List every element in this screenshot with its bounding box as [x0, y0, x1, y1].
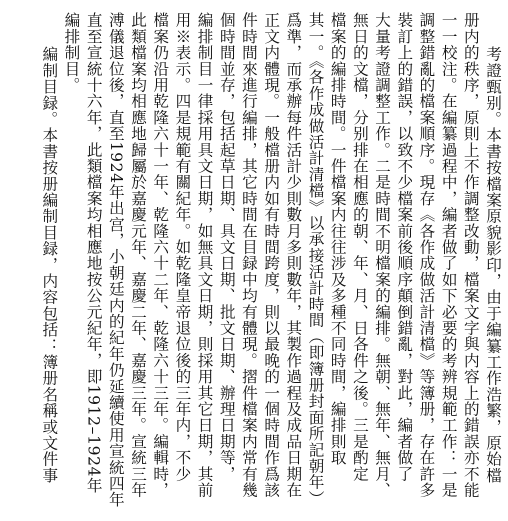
text-column-9: 其一。《各作成做活計清檔》以承接活計時間（即簿册封面所記朝年）	[306, 12, 325, 507]
text-column-10: 爲準，而承辦每件活計少則數月多則數年，其製作過程及成品日期在	[284, 12, 303, 498]
text-column-21: 編制目録。本書按册編制目録，内容包括：簿册名稱或文件事	[40, 46, 59, 484]
text-column-15: 用※表示。四是規範有關紀年。如乾隆皇帝退位後的三年内，不少	[173, 12, 192, 482]
text-column-3: 一一校注。在編纂過程中，編者做了如下必要的考辨規範工作：一是	[439, 12, 458, 498]
text-column-2: 册内的秩序，原則上不作調整改動，檔案文字與内容上的錯誤亦不能	[461, 12, 480, 498]
text-column-14: 編排制目一律採用具文日期，如無具文日期，則採用其它日期，其前	[195, 12, 214, 498]
text-column-6: 大量考證調整工作。二是時間不明檔案的編排。無朝、無年、無月、	[373, 12, 392, 498]
text-column-17: 此類檔案均相應地歸屬於嘉慶元年、嘉慶二年、嘉慶三年。宣統三年	[129, 12, 147, 498]
vertical-text-block	[39, 12, 502, 512]
text-column-20: 編排制目。	[62, 12, 81, 93]
text-column-5: 裝訂上的錯誤，以致不少檔案前後順序顛倒錯亂，對此，編者做了	[395, 12, 414, 482]
text-column-12: 件時間來進行編排，其它時間在目録中均有體現。摺件檔案内常有幾	[239, 12, 258, 498]
text-column-8: 檔案的編排時間。一件檔案内往往涉及多種不同時間，編排則取	[328, 12, 347, 466]
text-column-4: 調整錯亂的檔案順序。現存《各作成做活計清檔》等簿册，存在許多	[417, 12, 436, 498]
text-column-1: 考證甄别。本書按檔案原貌影印，由于編纂工作浩繁，原始檔	[484, 46, 502, 484]
text-column-7: 無日的文檔，分别排在相應的朝、年、月、日各件之後。三是酌定	[350, 12, 369, 482]
text-column-18: 溥儀退位後，直至1924年出宫，小朝廷内的紀年仍延續使用宣統四年	[106, 12, 125, 508]
text-column-11: 正文内體現。一般檔册内如有時間跨度，則以最晚的一個時間作爲該	[262, 12, 281, 498]
text-column-13: 個時間並存，包括起草日期、具文日期、批文日期、辦理日期等，	[217, 12, 236, 482]
text-column-16: 檔案仍沿用乾隆六十一年、乾隆六十二年、乾隆六十三年。編輯時，	[151, 12, 170, 498]
text-column-19: 直至宣統十六年，此類檔案均相應地按公元紀年，即1912–1924年	[84, 12, 103, 494]
